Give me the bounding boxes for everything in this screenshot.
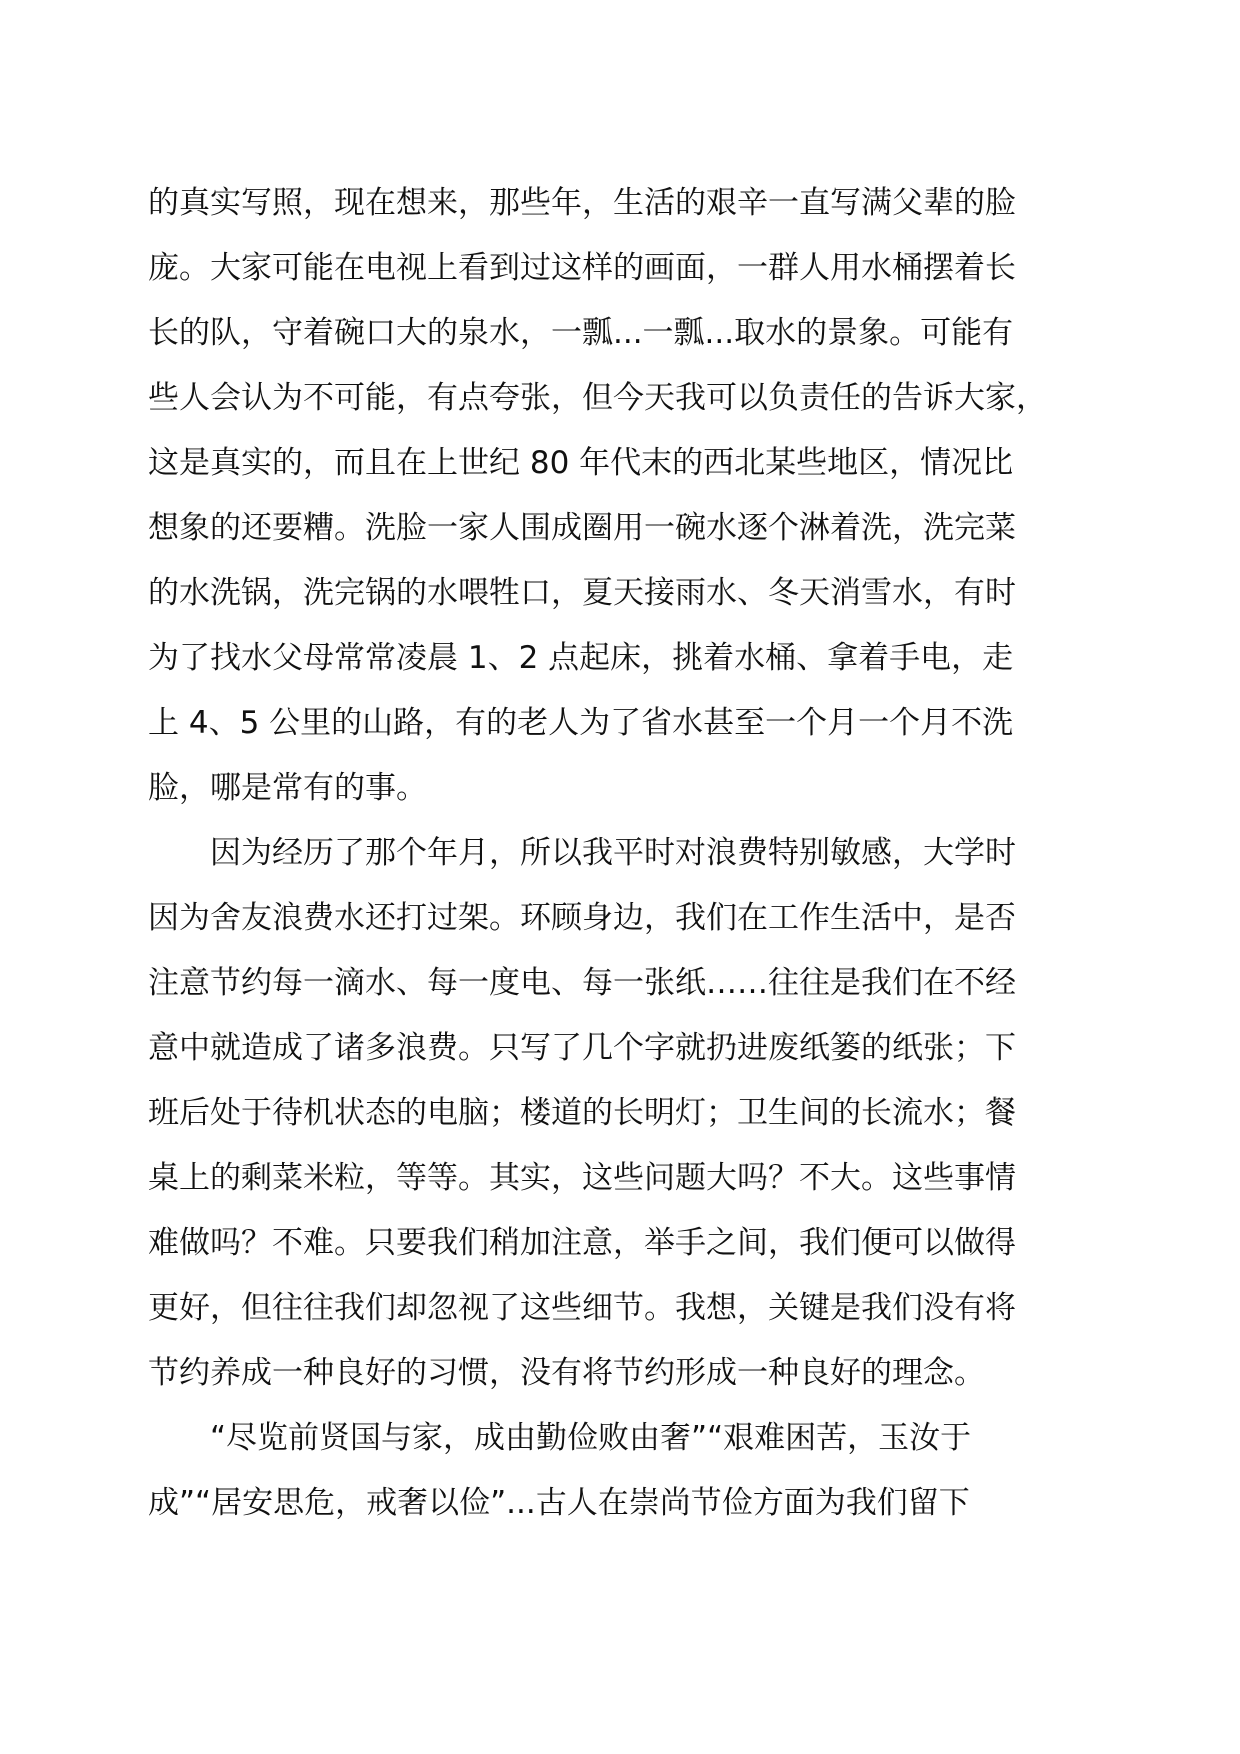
text-line: 脸，哪是常有的事。 bbox=[148, 770, 427, 806]
text-line: 意中就造成了诸多浪费。只写了几个字就扔进废纸篓的纸张；下 bbox=[148, 1030, 1016, 1066]
text-line: 的水洗锅，洗完锅的水喂牲口，夏天接雨水、冬天消雪水，有时 bbox=[148, 575, 1016, 611]
text-line: 班后处于待机状态的电脑；楼道的长明灯；卫生间的长流水；餐 bbox=[148, 1095, 1016, 1131]
text-line: 桌上的剩菜米粒，等等。其实，这些问题大吗？不大。这些事情 bbox=[148, 1160, 1016, 1196]
text-line: 成”“居安思危，戒奢以俭”...古人在崇尚节俭方面为我们留下 bbox=[148, 1485, 970, 1521]
text-line: 更好，但往往我们却忽视了这些细节。我想，关键是我们没有将 bbox=[148, 1290, 1016, 1326]
text-line: 因为舍友浪费水还打过架。环顾身边，我们在工作生活中，是否 bbox=[148, 900, 1016, 936]
text-line: 想象的还要糟。洗脸一家人围成圈用一碗水逐个淋着洗，洗完菜 bbox=[148, 510, 1016, 546]
text-line: 庞。大家可能在电视上看到过这样的画面，一群人用水桶摆着长 bbox=[148, 250, 1016, 286]
text-line: 长的队，守着碗口大的泉水，一瓢...一瓢...取水的景象。可能有 bbox=[148, 315, 1014, 351]
paragraph-3 bbox=[148, 1406, 1098, 1536]
text-line: “尽览前贤国与家，成由勤俭败由奢”“艰难困苦，玉汝于 bbox=[148, 1420, 972, 1456]
text-line: 为了找水父母常常凌晨 1、2 点起床，挑着水桶、拿着手电，走 bbox=[148, 640, 1014, 676]
text-line: 节约养成一种良好的习惯，没有将节约形成一种良好的理念。 bbox=[148, 1355, 985, 1391]
text-line: 上 4、5 公里的山路，有的老人为了省水甚至一个月一个月不洗 bbox=[148, 705, 1014, 741]
text-line: 因为经历了那个年月，所以我平时对浪费特别敏感，大学时 bbox=[148, 835, 1016, 871]
paragraph-1 bbox=[148, 171, 1098, 821]
text-line: 的真实写照，现在想来，那些年，生活的艰辛一直写满父辈的脸 bbox=[148, 185, 1016, 221]
text-line: 些人会认为不可能，有点夸张，但今天我可以负责任的告诉大家， bbox=[148, 380, 1047, 416]
text-line: 注意节约每一滴水、每一度电、每一张纸……往往是我们在不经 bbox=[148, 965, 1016, 1001]
text-line: 这是真实的，而且在上世纪 80 年代末的西北某些地区，情况比 bbox=[148, 445, 1014, 481]
paragraph-2 bbox=[148, 821, 1098, 1406]
text-line: 难做吗？不难。只要我们稍加注意，举手之间，我们便可以做得 bbox=[148, 1225, 1016, 1261]
